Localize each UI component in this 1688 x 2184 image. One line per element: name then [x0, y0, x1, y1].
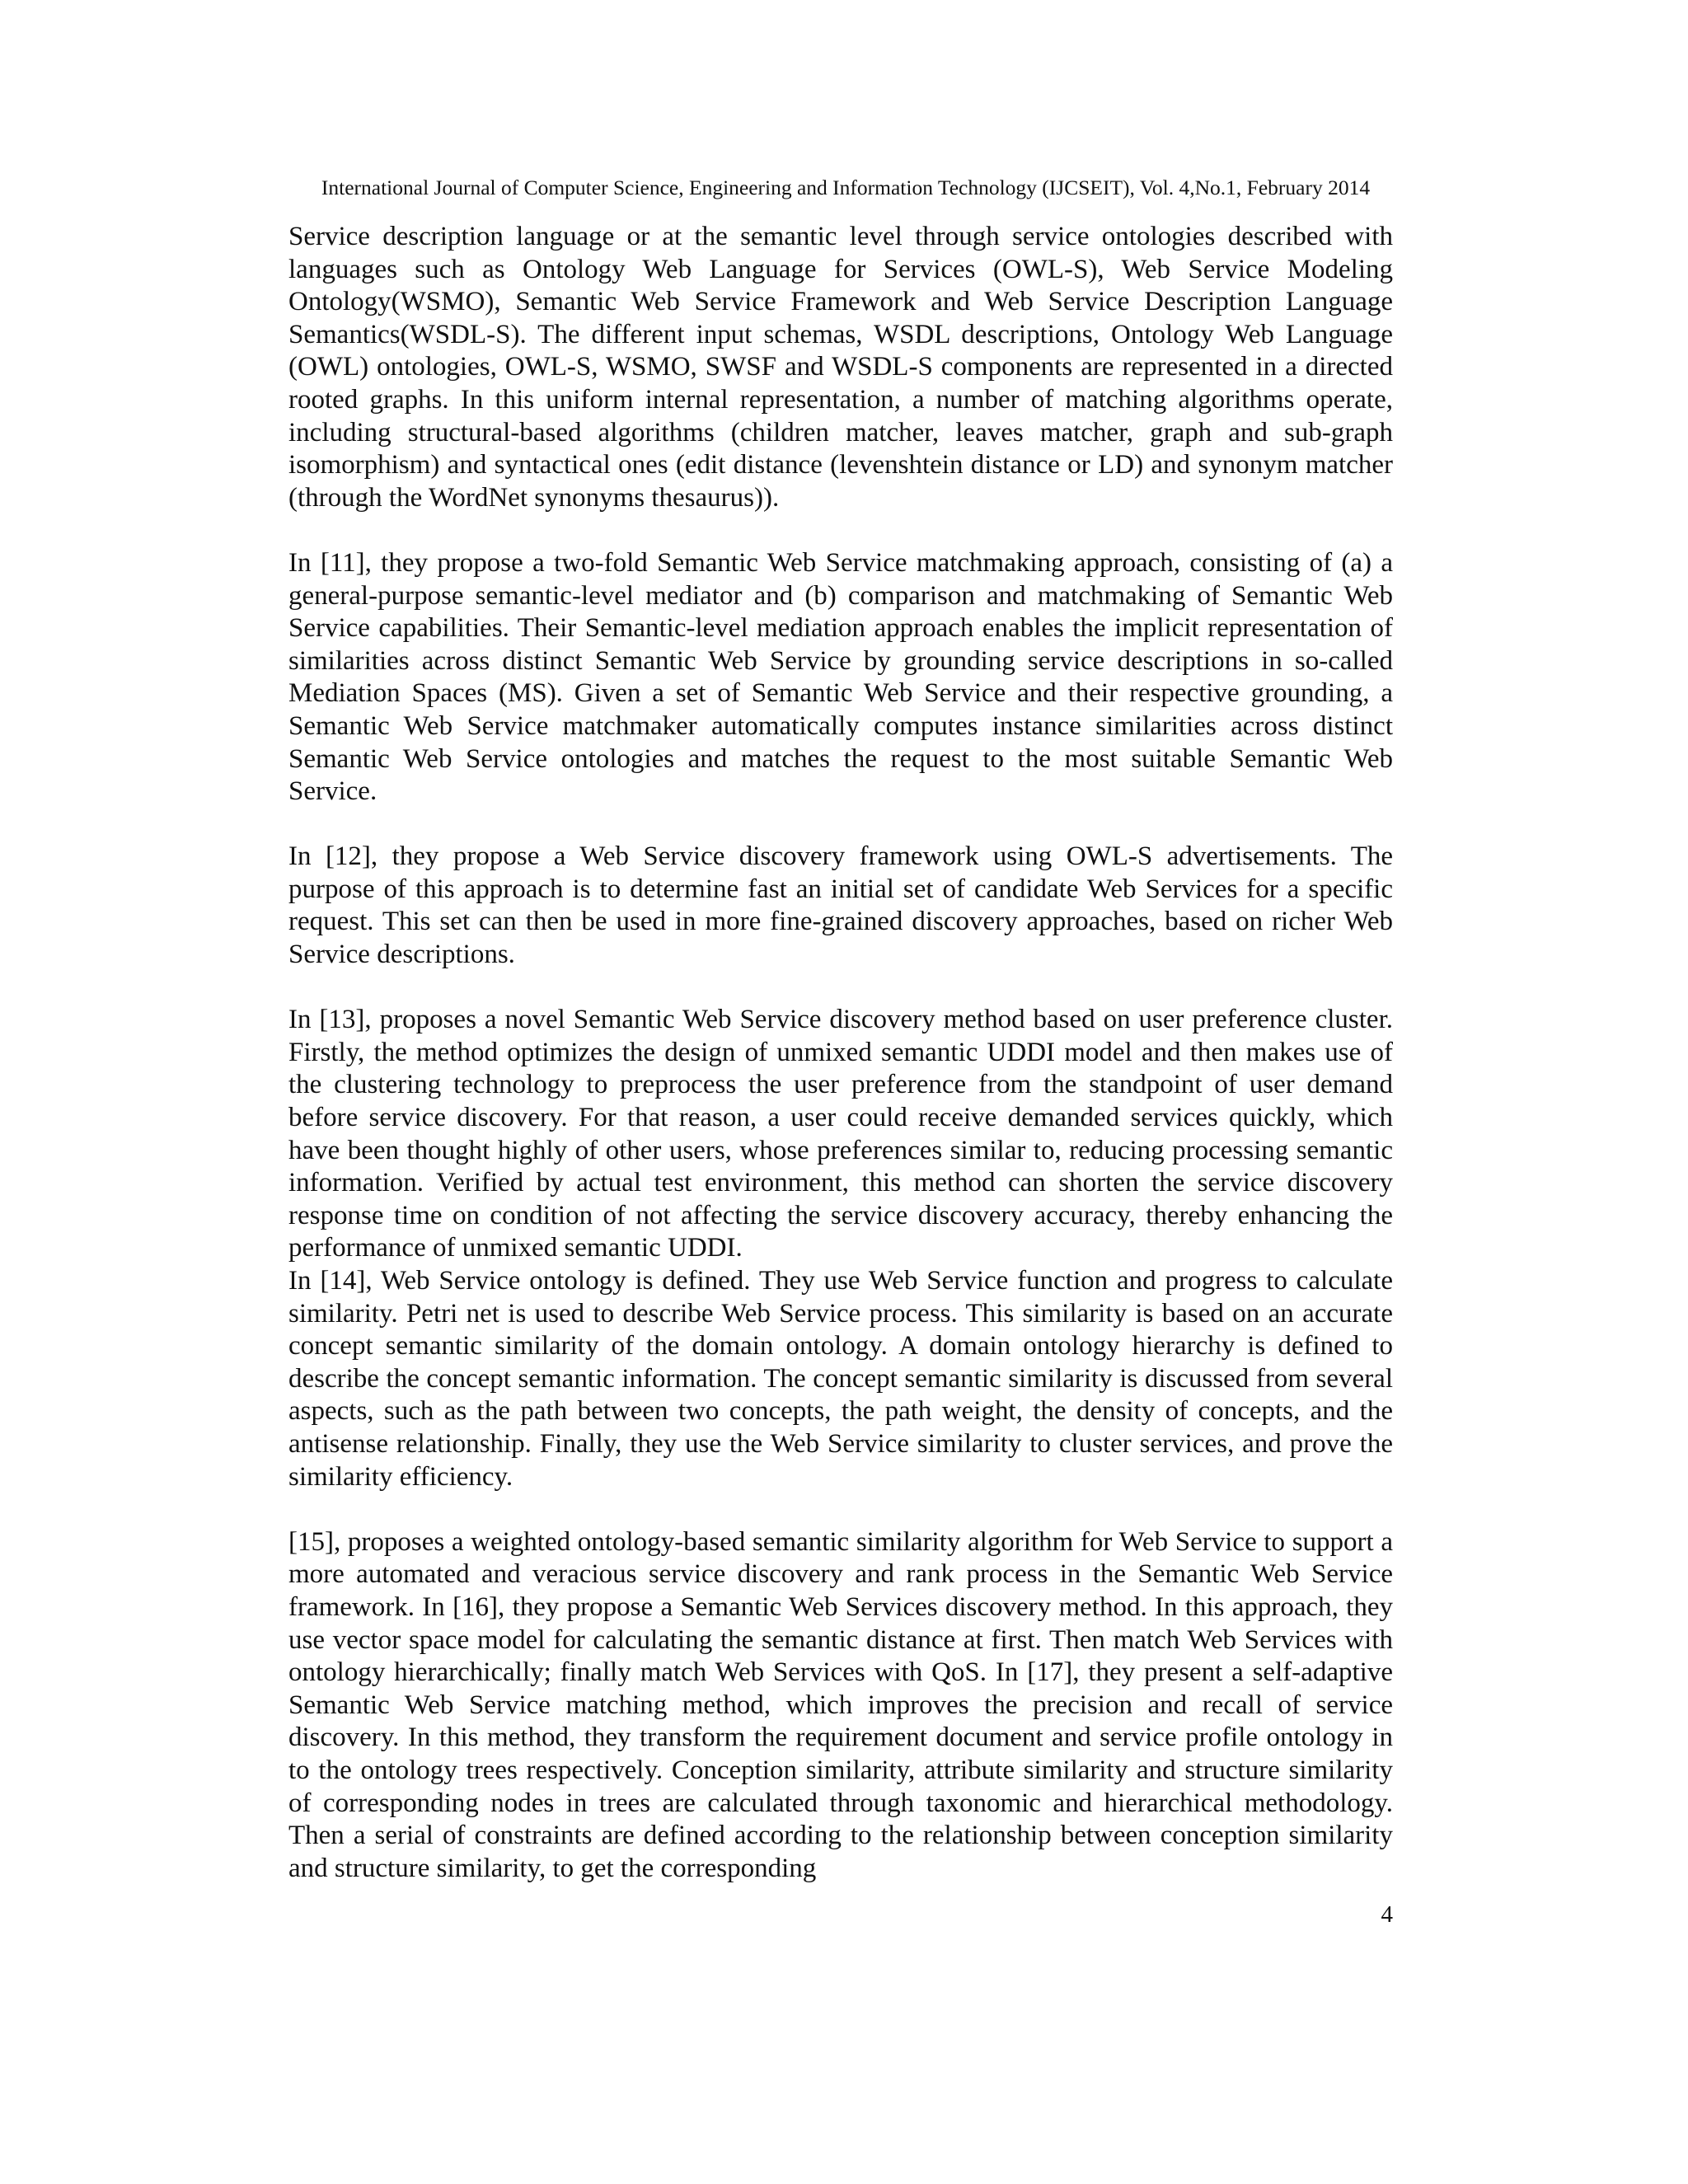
paragraph-ref-14: In [14], Web Service ontology is defined. They use Web Service function and progress to calculate similarity. Petri net is used to describe Web Service process. This similarity is based on an accurate concept semantic similarity of the domain ontology. A domain ontology hierarchy is defined to describe the concept semantic information. The concept semantic similarity is discussed from several aspects, such as the path between two concepts, the path weight, the density of concepts, and the antisense relationship. Finally, they use the Web Service similarity to cluster services, and prove the similarity efficiency.	[288, 1266, 1393, 1492]
paragraph-ref-15-17: [15], proposes a weighted ontology-based semantic similarity algorithm for Web Service to support a more automated and veracious service discovery and rank process in the Semantic Web Service framework. In [16], they propose a Semantic Web Services discovery method. In this approach, they use vector space model for calculating the semantic distance at first. Then match Web Services with ontology hierarchically; finally match Web Services with QoS. In [17], they present a self-adaptive Semantic Web Service matching method, which improves the precision and recall of service discovery. In this method, they transform the requirement document and service profile ontology in to the ontology trees respectively. Conception similarity, attribute similarity and structure similarity of corresponding nodes in trees are calculated through taxonomic and hierarchical methodology. Then a serial of constraints are defined according to the relationship between conception similarity and structure similarity, to get the corresponding	[288, 1526, 1393, 1883]
running-header: International Journal of Computer Science, Engineering and Information Technology (IJCSEIT), Vol. 4,No.1, February 2014	[321, 176, 1371, 199]
paragraph-ref-11: In [11], they propose a two-fold Semantic Web Service matchmaking approach, consisting of (a) a general-purpose semantic-level mediator and (b) comparison and matchmaking of Semantic Web Service capabilities. Their Semantic-level mediation approach enables the implicit representation of similarities across distinct Semantic Web Service by grounding service descriptions in so-called Mediation Spaces (MS). Given a set of Semantic Web Service and their respective grounding, a Semantic Web Service matchmaker automatically computes instance similarities across distinct Semantic Web Service ontologies and matches the request to the most suitable Semantic Web Service.	[288, 547, 1393, 807]
paragraph-service-description: Service description language or at the semantic level through service ontologies described with languages such as Ontology Web Language for Services (OWL-S), Web Service Modeling Ontology(WSMO), Semantic Web Service Framework and Web Service Description Language Semantics(WSDL-S). The different input schemas, WSDL descriptions, Ontology Web Language (OWL) ontologies, OWL-S, WSMO, SWSF and WSDL-S components are represented in a directed rooted graphs. In this uniform internal representation, a number of matching algorithms operate, including structural-based algorithms (children matcher, leaves matcher, graph and sub-graph isomorphism) and syntactical ones (edit distance (levenshtein distance or LD) and synonym matcher (through the WordNet synonyms thesaurus)).	[288, 222, 1393, 513]
paragraph-ref-12: In [12], they propose a Web Service discovery framework using OWL-S advertisements. The purpose of this approach is to determine fast an initial set of candidate Web Services for a specific request. This set can then be used in more fine-grained discovery approaches, based on richer Web Service descriptions.	[288, 841, 1393, 970]
body-text	[288, 221, 1393, 1885]
paragraph-ref-13: In [13], proposes a novel Semantic Web Service discovery method based on user preference cluster. Firstly, the method optimizes the design of unmixed semantic UDDI model and then makes use of the clustering technology to preprocess the user preference from the standpoint of user demand before service discovery. For that reason, a user could receive demanded services quickly, which have been thought highly of other users, whose preferences similar to, reducing processing semantic information. Verified by actual test environment, this method can shorten the service discovery response time on condition of not affecting the service discovery accuracy, thereby enhancing the performance of unmixed semantic UDDI.	[288, 1005, 1393, 1263]
page-number: 4	[1381, 1901, 1393, 1928]
